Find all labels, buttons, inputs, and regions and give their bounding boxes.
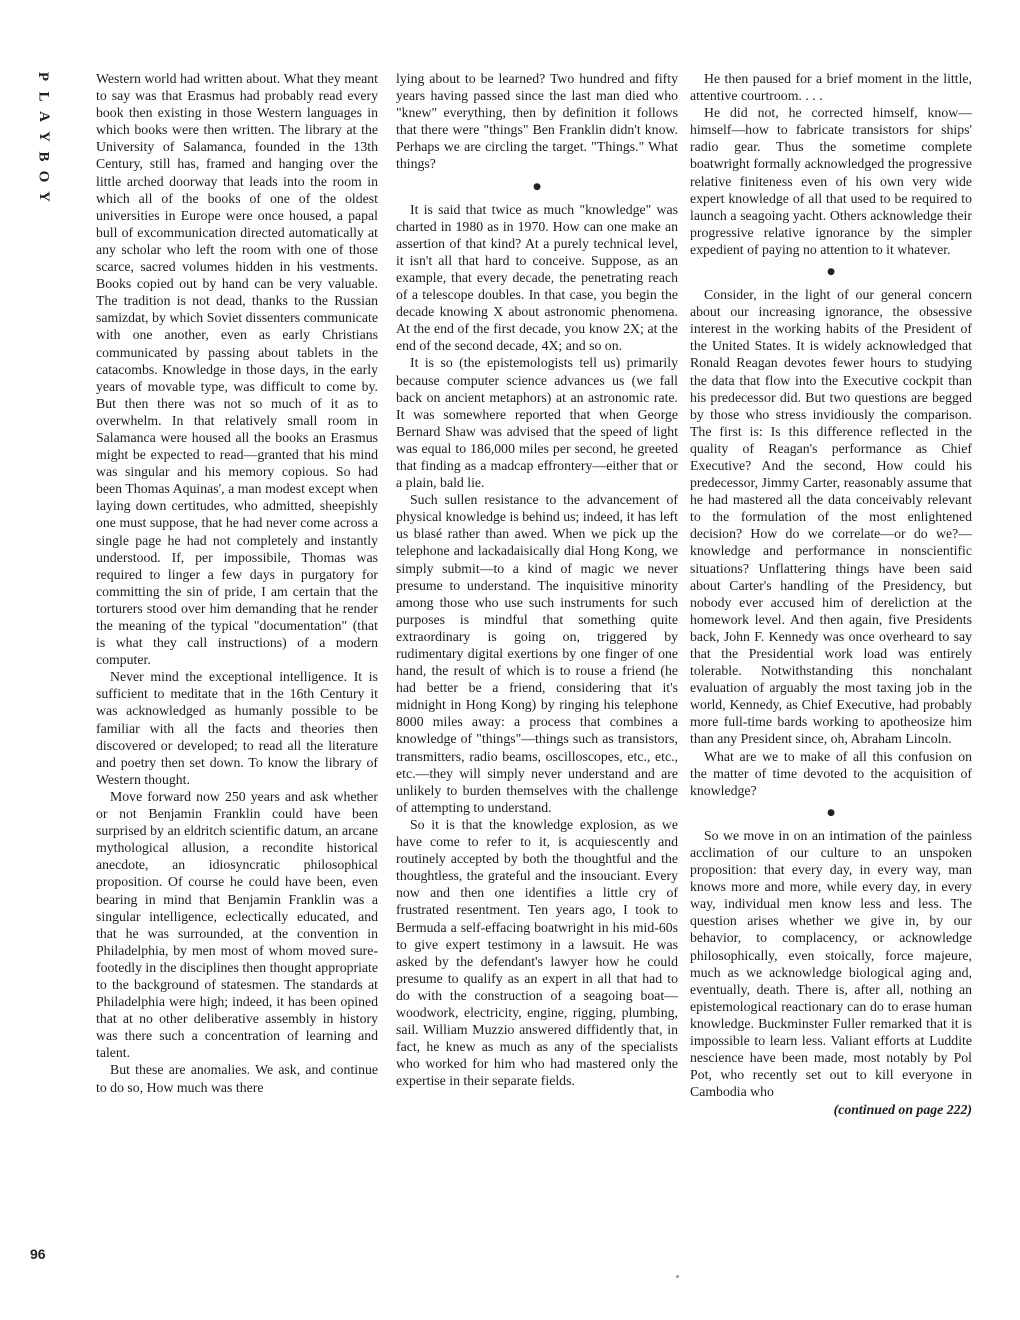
- paragraph: He did not, he corrected himself, know—himself—how to fabricate transistors for ships' radio gear. Thus the sometime complete boatwright formally acknowledged the progressive relative finiteness even of his own very wide expert knowledge of all that used to be required to launch a seagoing yacht. Others acknowledge their progressive relative ignorance by the simpler expedient of paying no attention to it whatever.: [690, 105, 972, 257]
- masthead-letter: P: [35, 71, 52, 82]
- column-1: [96, 70, 378, 1096]
- paragraph: So we move in on an intimation of the painless acclimation of our culture to an unspoken proposition: that every day, in every way, man knows more and more, while every day, in every way, individual men know less and less. The question arises whether we give in, by our behavior, to complacency, or acknowledge philosophically, even stoically, force majeure, much as we acknowledge biological aging and, eventually, death. There is, after all, nothing an epistemological reactionary can do to erase human knowledge. Buckminster Fuller remarked that it is impossible to learn less. Valiant efforts at Luddite nescience have been made, most notably by Pol Pot, who recently set out to kill everyone in Cambodia who: [690, 827, 972, 1100]
- magazine-masthead: [30, 68, 56, 205]
- paragraph: Move forward now 250 years and ask whether or not Benjamin Franklin could have been surprised by an eldritch scientific datum, an arcane mythological allusion, a recondite historical anecdote, an idiosyncratic philosophical proposition. Of course he could have been, even bearing in mind that Benjamin Franklin was a singular intelligence, eclectically educated, and that he was surrounded, at the convention in Philadelphia, by men most of whom moved sure-footedly in the disciplines then thought appropriate to the background of statesmen. The standards at Philadelphia were high; indeed, it has been opined that at no other deliberative assembly in history was there such a concentration of learning and talent.: [96, 788, 379, 1061]
- masthead-letter: L: [35, 91, 52, 102]
- masthead-letter: A: [35, 111, 52, 122]
- section-break-bullet: ●: [827, 267, 835, 278]
- masthead-letter: Y: [35, 131, 52, 142]
- masthead-letter: Y: [35, 191, 52, 202]
- column-3: [690, 70, 972, 1118]
- paragraph: But these are anomalies. We ask, and continue to do so, How much was there: [96, 1062, 378, 1095]
- paragraph: Consider, in the light of our general concern about our increasing ignorance, the obsessive interest in the working habits of the President of the United States. It is widely acknowledged that Ronald Reagan devotes fewer hours to studying the data that flow into the Executive cockpit than his predecessor did. But two questions are begged by those who stress invidiously the comparison. The first is: Is this difference reflected in the quality of Reagan's performance as Chief Executive? And the second, How could his predecessor, Jimmy Carter, reasonably assume that he had mastered all the data conceivably relevant to the formulation of the most enlightened decision? How do we correlate—or do we?—knowledge and performance in nonscientific situations? Unflattering things have been said about Carter's handling of the Presidency, but nobody ever accused him of dereliction at the homework level. And then again, five Presidents back, John F. Kennedy was once overheard to say that the Presidential work load was entirely tolerable. Notwithstanding this nonchalant evaluation of arguably the most taxing job in the world, Kennedy, as Chief Executive, had probably more full-time bards working to apotheosize him than any President since, oh, Abraham Lincoln.: [690, 287, 972, 747]
- masthead-letter: B: [35, 151, 52, 162]
- section-break-bullet: ●: [533, 181, 541, 192]
- paragraph: Never mind the exceptional intelligence. It is sufficient to meditate that in the 16th Century it was acknowledged as humanly possible to be familiar with all the facts and theories then discovered or developed; to read all the literature and poetry then set down. To know the library of Western thought.: [96, 669, 378, 787]
- paragraph: It is said that twice as much "knowledge" was charted in 1980 as in 1970. How can one make an assertion of that kind? At a purely technical level, it isn't all that hard to conceive. Suppose, as an example, that every decade, the penetrating reach of a telescope doubles. In that case, you begin the decade knowing X about astronomic phenomena. At the end of the first decade, you know 2X; at the end of the second decade, 4X; and so on.: [396, 201, 678, 354]
- continuation-note[interactable]: (continued on page 222): [833, 1102, 972, 1118]
- column-2: [396, 70, 678, 1089]
- stray-dot: [676, 1275, 679, 1278]
- paragraph: Western world had written about. What they meant to say was that Erasmus had probably read every book then existing in those Western languages in which books were then written. The library at the University of Salamanca, founded in the 13th Century, still has, framed and hanging over the little arched doorway that leads into the room in which all of the books of one of the oldest universities in Europe were once housed, a papal bull of excommunication directed automatically at any scholar who left the room with one of those scarce, sacred volumes hidden in his vestments. Books copied out by hand can be very valuable. The tradition is not dead, thanks to the Russian samizdat, by which Soviet dissenters communicate with one another, even as early Christians communicated by passing about tablets in the catacombs. Knowledge in those days, in the early years of movable type, was difficult to come by. But then there was not so much of it as to overwhelm. In that relatively small room in Salamanca were housed all the books an Erasmus might be expected to read—granted that his mind was singular and his memory copious. So had been Thomas Aquinas', a man modest except when laying down certitudes, who admitted, sheepishly one must suppose, that he had never come across a single page he had not completely and instantly understood. If, per impossibile, Thomas was required to linger a few days in purgatory for committing the sin of pride, I am certain that the torturers stood over him demanding that he render the meaning of the typical "documentation" (that is what they call instructions) of a modern computer.: [96, 71, 378, 668]
- paragraph: What are we to make of all this confusion on the matter of time devoted to the acquisition of knowledge?: [690, 748, 972, 798]
- page-number: 96: [30, 1246, 46, 1262]
- masthead-letter: O: [35, 170, 52, 183]
- paragraph: Such sullen resistance to the advancement of physical knowledge is behind us; indeed, it has left us blasé rather than awed. When we pick up the telephone and lackadaisically dial Hong Kong, we simply submit—to a kind of magic we never presume to understand. The inquisitive minority among those who use such instruments for such purposes is mindful that something quite extraordinary is going on, triggered by rudimentary digital exertions by one finger of one hand, the result of which is to rouse a friend (he had better be a friend, considering that it's midnight in Hong Kong) by ringing his telephone 8000 miles away: a process that combines a knowledge of "things"—things such as transistors, transmitters, radio beams, oscilloscopes, etc., etc., etc.—they will simply never understand and are unlikely to burden themselves with the challenge of attempting to understand.: [396, 492, 678, 815]
- paragraph: He then paused for a brief moment in the little, attentive courtroom. . . .: [690, 71, 972, 104]
- paragraph: It is so (the epistemologists tell us) primarily because computer science advances us (we fall back on ancient metaphors) at an astronomic rate. It was somewhere reported that when George Bernard Shaw was advised that the speed of light was equal to 186,000 miles per second, he greeted that finding as a madcap effrontery—either that or a plain, bald lie.: [396, 355, 678, 491]
- paragraph: lying about to be learned? Two hundred and fifty years having passed since the last man died who "knew" everything, then by definition it follows that there were "things" Ben Franklin didn't know. Perhaps we are circling the target. "Things." What things?: [396, 71, 678, 172]
- section-break-bullet: ●: [827, 807, 835, 818]
- paragraph: So it is that the knowledge explosion, as we have come to refer to it, is acquiescently and routinely accepted by both the thoughtful and the thoughtless, the grateful and the insouciant. Every now and then one identifies a little cry of frustrated resentment. Ten years ago, I took to Bermuda a self-effacing boatwright in his mid-60s to give expert testimony in a lawsuit. He was asked by the defendant's lawyer how he could presume to qualify as an expert in all that had to do with the construction of a seagoing boat—woodwork, electricity, engine, rigging, plumbing, sail. William Muzzio answered diffidently that, in fact, he knew as much as any of the specialists who worked for him who had mastered only the expertise in their separate fields.: [396, 816, 678, 1089]
